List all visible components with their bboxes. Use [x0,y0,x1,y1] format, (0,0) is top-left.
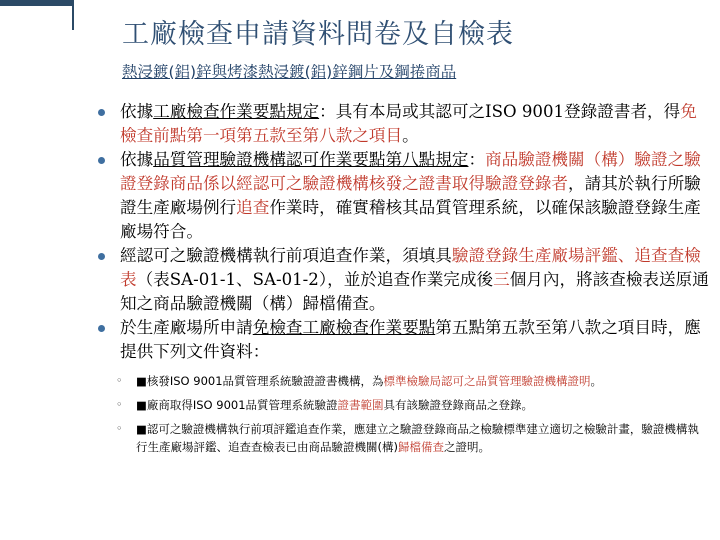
page-title: 工廠檢查申請資料問卷及自檢表 [122,19,514,50]
underlined-text: 品質管理驗證機構認可作業要點第八點規定 [153,150,469,169]
text: ： [468,150,486,169]
highlight-text: 免檢查前點第一項第五款至第八款之項目 [120,102,697,145]
sub-item [116,372,710,390]
bullet-item [98,148,710,244]
text: 依據 [120,102,154,121]
text: ，請其於執行所驗證生產廠場例行 [120,174,701,217]
content-area [98,100,710,462]
circle-bullet-icon: ◦ [116,374,123,387]
text: 依據 [120,150,154,169]
bullet-item [98,316,710,364]
underlined-text: 工廠檢查作業要點規定 [153,102,320,121]
page-subtitle: 熱浸鍍(鋁)鋅與烤漆熱浸鍍(鋁)鋅鋼片及鋼捲商品 [122,63,457,81]
highlight-text: 證書範圍 [337,398,384,412]
text: ■認可之驗證機構執行前項評鑑追查作業，應建立之驗證登錄商品之檢驗標準建立適切之檢驗計畫，驗證機構執行生產廠場評鑑、追查查檢表已由商品驗證機關(構) [136,422,699,454]
sub-item [116,396,710,414]
sub-item [116,420,710,456]
text: （表SA-01-1、SA-01-2），並於追查作業完成後 [136,270,494,289]
text: 作業時，確實稽核其品質管理系統，以確保該驗證登錄生產廠場符合。 [120,198,701,241]
underlined-text: 免檢查工廠檢查作業要點 [252,318,436,337]
circle-bullet-icon: ◦ [116,422,123,435]
text: 第五點第五款至第八款之項目時，應提供下列文件資料： [120,318,701,361]
text: 經認可之驗證機構執行前項追查作業，須填具 [120,246,452,265]
text: ■核發ISO 9001品質管理系統驗證證書機構，為 [136,374,384,388]
text: 。 [590,374,603,388]
corner-decoration [0,0,72,6]
text: ■廠商取得ISO 9001品質管理系統驗證 [136,398,338,412]
bullet-item [98,100,710,148]
highlight-text: 追查 [236,198,270,217]
highlight-text: 驗證登錄生產廠場評鑑、追查查檢表 [120,246,701,289]
text: 個月內，將該查檢表送原通知之商品驗證機關（構）歸檔備查。 [120,270,709,313]
bullet-item [98,244,710,316]
text: 具有該驗證登錄商品之登錄。 [383,398,534,412]
highlight-text: 三 [493,270,510,289]
text: 於生產廠場所申請 [120,318,253,337]
bullet-dot-icon [98,325,105,332]
highlight-text: 歸檔備查 [397,440,444,454]
highlight-text: 標準檢驗局認可之品質管理驗證機構證明 [383,374,591,388]
text: ：具有本局或其認可之ISO 9001登錄證書者，得 [319,102,681,121]
bullet-dot-icon [98,157,105,164]
circle-bullet-icon: ◦ [116,398,123,411]
bullet-dot-icon [98,109,105,116]
sub-list [116,372,710,456]
text: 。 [402,126,419,145]
text: 之證明。 [443,440,490,454]
highlight-text: 商品驗證機關（構）驗證之驗證登錄商品係以經認可之驗證機構核發之證書取得驗證登錄者 [120,150,701,193]
corner-decoration-line [72,0,74,30]
bullet-dot-icon [98,253,105,260]
